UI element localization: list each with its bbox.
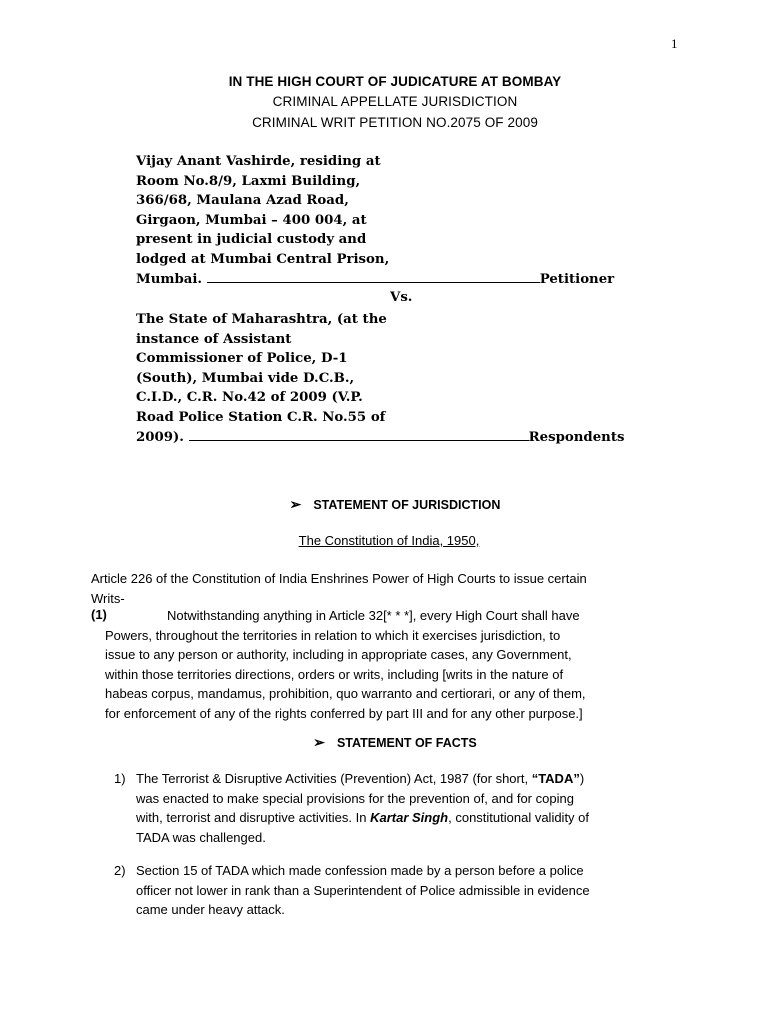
signature-blank-line — [189, 429, 529, 441]
clause-line: Notwithstanding anything in Article 32[* * *], every High Court shall have — [167, 608, 580, 623]
arrowhead-bullet-icon: ➢ — [313, 734, 325, 750]
fact-line: TADA was challenged. — [136, 829, 266, 845]
section-title-text: STATEMENT OF FACTS — [336, 736, 477, 750]
fact-line: Section 15 of TADA which made confession made by a person before a police — [136, 863, 584, 878]
fact-item — [114, 861, 590, 920]
signature-blank-line — [207, 271, 540, 283]
petitioner-role: Petitioner — [539, 271, 615, 287]
petitioner-line: Mumbai. — [136, 271, 203, 287]
fact-item — [114, 769, 589, 847]
fact-text: The Terrorist & Disruptive Activities (Prevention) Act, 1987 (for short, — [136, 771, 532, 786]
clause-line: issue to any person or authority, including in appropriate cases, any Government, — [105, 647, 572, 662]
court-heading: IN THE HIGH COURT OF JUDICATURE AT BOMBAY — [228, 74, 562, 89]
fact-line: was enacted to make special provisions for the prevention of, and for coping — [136, 790, 574, 806]
petitioner-line: present in judicial custody and — [136, 232, 367, 248]
clause-number: (1) — [91, 607, 107, 622]
respondent-line: 2009). — [136, 429, 184, 445]
respondent-line: The State of Maharashtra, (at the — [136, 312, 387, 327]
fact-line — [136, 808, 589, 828]
article-intro — [91, 569, 587, 608]
fact-line — [136, 769, 589, 789]
clause-text — [105, 606, 586, 723]
fact-text: with, terrorist and disruptive activities. In — [136, 810, 371, 825]
fact-line: officer not lower in rank than a Superintendent of Police admissible in evidence — [136, 882, 590, 898]
clause-line: for enforcement of any of the rights conferred by part III and for any other purpose.] — [105, 705, 583, 721]
petitioner-line: Vijay Anant Vashirde, residing at — [136, 154, 381, 169]
section-title-text: STATEMENT OF JURISDICTION — [313, 498, 501, 512]
respondent-last-line — [136, 428, 624, 448]
fact-line: came under heavy attack. — [136, 902, 285, 917]
fact-text: , constitutional validity of — [448, 810, 590, 825]
article-intro-line: Article 226 of the Constitution of India Enshrines Power of High Courts to issue certain — [91, 571, 587, 586]
petitioner-last-line — [136, 270, 614, 290]
respondent-line: Road Police Station C.R. No.55 of — [136, 409, 386, 425]
respondent-role: Respondents — [528, 429, 625, 445]
fact-number: 2) — [114, 863, 126, 878]
case-name: Kartar Singh — [370, 810, 449, 825]
respondent-line: (South), Mumbai vide D.C.B., — [136, 370, 355, 386]
respondent-line: instance of Assistant — [136, 331, 292, 347]
article-intro-line: Writs- — [91, 590, 125, 606]
fact-emphasis: “TADA” — [531, 771, 580, 786]
fact-text: ) — [579, 771, 585, 786]
petitioner-line: Girgaon, Mumbai – 400 004, at — [136, 212, 367, 228]
arrowhead-bullet-icon: ➢ — [289, 496, 302, 512]
respondent-line: C.I.D., C.R. No.42 of 2009 (V.P. — [136, 390, 363, 406]
respondent-line: Commissioner of Police, D-1 — [136, 351, 348, 367]
section-title-facts — [0, 734, 768, 751]
petitioner-block — [136, 152, 614, 289]
petitioner-line: Room No.8/9, Laxmi Building, — [136, 173, 361, 189]
constitution-title: The Constitution of India, 1950, — [298, 533, 480, 548]
respondent-block — [136, 310, 624, 447]
petitioner-line: lodged at Mumbai Central Prison, — [136, 251, 390, 267]
clause-line: Powers, throughout the territories in relation to which it exercises jurisdiction, to — [105, 627, 561, 643]
page-number: 1 — [671, 36, 678, 51]
petitioner-line: 366/68, Maulana Azad Road, — [136, 193, 349, 209]
section-title-jurisdiction — [0, 496, 768, 513]
clause-line: within those territories directions, orders or writs, including [writs in the nature of — [105, 666, 564, 682]
fact-number: 1) — [114, 771, 126, 786]
jurisdiction-heading: CRIMINAL APPELLATE JURISDICTION — [272, 94, 518, 109]
versus-label: Vs. — [390, 290, 413, 305]
clause-line: habeas corpus, mandamus, prohibition, quo warranto and certiorari, or any of them, — [105, 686, 586, 701]
petition-number-heading: CRIMINAL WRIT PETITION NO.2075 OF 2009 — [252, 115, 538, 130]
